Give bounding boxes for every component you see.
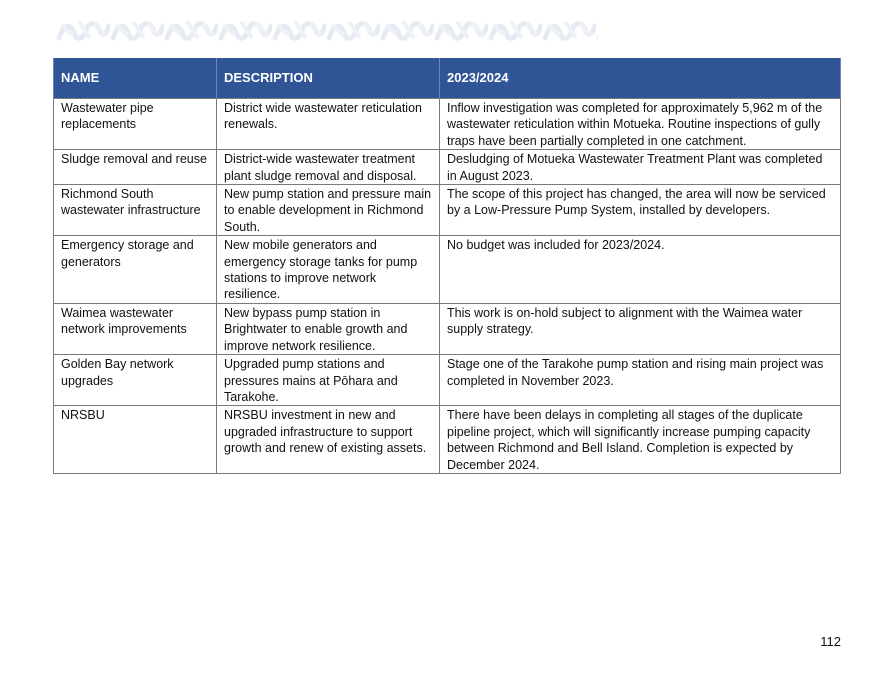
header-year: 2023/2024 <box>440 58 841 99</box>
row-status: There have been delays in completing all stages of the duplicate pipeline project, which will significantly increase pumping capacity between Richmond and Bell Island. Completion is expected by December 2024. <box>440 406 841 474</box>
row-description: New mobile generators and emergency storage tanks for pump stations to improve network resilience. <box>217 236 440 304</box>
row-name: Sludge removal and reuse <box>54 150 217 185</box>
projects-table-container <box>53 58 840 474</box>
table-row <box>54 150 841 185</box>
row-description: New bypass pump station in Brightwater to enable growth and improve network resilience. <box>217 303 440 354</box>
header-name: NAME <box>54 58 217 99</box>
row-status: No budget was included for 2023/2024. <box>440 236 841 304</box>
row-name: Golden Bay network upgrades <box>54 355 217 406</box>
header-description: DESCRIPTION <box>217 58 440 99</box>
row-description: District-wide wastewater treatment plant sludge removal and disposal. <box>217 150 440 185</box>
table-row <box>54 99 841 150</box>
page-number: 112 <box>820 634 841 649</box>
row-status: The scope of this project has changed, the area will now be serviced by a Low-Pressure Pump System, installed by developers. <box>440 185 841 236</box>
row-name: Waimea wastewater network improvements <box>54 303 217 354</box>
row-description: New pump station and pressure main to enable development in Richmond South. <box>217 185 440 236</box>
projects-table <box>53 58 841 474</box>
table-header-row <box>54 58 841 99</box>
row-status: Inflow investigation was completed for approximately 5,962 m of the wastewater reticulation within Motueka. Routine inspections of gully traps have been partially completed in one catchment. <box>440 99 841 150</box>
row-status: Desludging of Motueka Wastewater Treatment Plant was completed in August 2023. <box>440 150 841 185</box>
decorative-header-pattern <box>56 19 598 41</box>
table-row <box>54 185 841 236</box>
row-description: NRSBU investment in new and upgraded infrastructure to support growth and renew of existing assets. <box>217 406 440 474</box>
row-status: Stage one of the Tarakohe pump station and rising main project was completed in November 2023. <box>440 355 841 406</box>
row-description: Upgraded pump stations and pressures mains at Pōhara and Tarakohe. <box>217 355 440 406</box>
row-description: District wide wastewater reticulation renewals. <box>217 99 440 150</box>
table-row <box>54 406 841 474</box>
table-row <box>54 236 841 304</box>
table-row <box>54 303 841 354</box>
row-name: Emergency storage and generators <box>54 236 217 304</box>
row-name: Richmond South wastewater infrastructure <box>54 185 217 236</box>
row-name: NRSBU <box>54 406 217 474</box>
table-row <box>54 355 841 406</box>
row-name: Wastewater pipe replacements <box>54 99 217 150</box>
row-status: This work is on-hold subject to alignment with the Waimea water supply strategy. <box>440 303 841 354</box>
